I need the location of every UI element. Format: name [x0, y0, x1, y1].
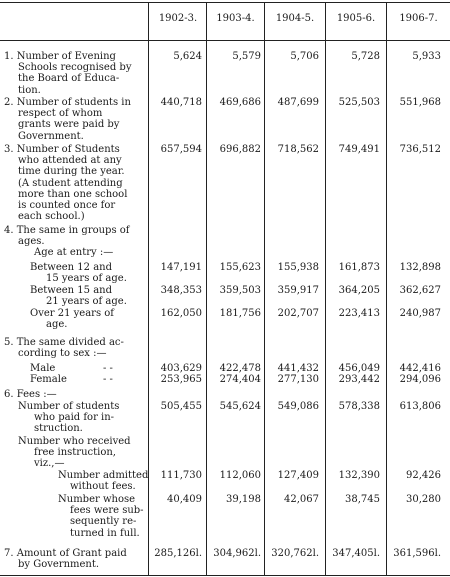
cell-value: 545,624 [219, 401, 261, 412]
row-label [4, 225, 147, 259]
cell-value: 613,806 [399, 401, 441, 412]
leader-dashes: - - [103, 363, 113, 374]
cell-value: 132,390 [338, 470, 380, 481]
row-label [4, 51, 147, 96]
cell-value: 223,413 [338, 308, 380, 319]
cell-value: 364,205 [338, 285, 380, 296]
cell-value: 5,728 [351, 51, 380, 62]
cell-value: 112,060 [219, 470, 261, 481]
label-line: tion. [18, 84, 41, 96]
column-header-year: 1905-6. [336, 13, 376, 24]
row-label [4, 548, 147, 570]
row-label [4, 401, 147, 435]
cell-value: 403,629 [160, 363, 202, 374]
cell-value: 718,562 [277, 144, 319, 155]
label-line: Male [30, 363, 56, 374]
table-bottom-rule [0, 575, 450, 576]
cell-value: 40,409 [167, 494, 202, 505]
label-line: Number of students [18, 401, 120, 412]
row-label [4, 262, 147, 284]
row-label [4, 389, 147, 400]
cell-value: 155,938 [277, 262, 319, 273]
table-top-rule [0, 2, 450, 3]
cell-value: 469,686 [219, 97, 261, 108]
label-line: more than one school [18, 188, 128, 200]
label-line: turned in full. [70, 527, 140, 539]
cell-value: 162,050 [160, 308, 202, 319]
row-label [4, 436, 147, 470]
label-line: 1. Number of Evening [4, 51, 116, 62]
label-line: 5. The same divided ac- [4, 337, 124, 348]
label-line: time during the year. [18, 166, 125, 178]
label-line: grants were paid by [18, 119, 120, 131]
label-line: Number admitted [58, 470, 149, 481]
label-line: who paid for in- [34, 412, 115, 424]
cell-value: 92,426 [406, 470, 441, 481]
cell-value: 304,962l. [213, 548, 261, 559]
cell-value: 39,198 [226, 494, 261, 505]
cell-value: 5,706 [290, 51, 319, 62]
label-line: 21 years of age. [46, 296, 127, 308]
cell-value: 147,191 [160, 262, 202, 273]
cell-value: 161,873 [338, 262, 380, 273]
cell-value: 505,455 [160, 401, 202, 412]
label-line: 3. Number of Students [4, 144, 120, 155]
label-line: Over 21 years of [30, 308, 114, 319]
label-line: Number whose [58, 494, 136, 505]
row-label [4, 308, 147, 330]
label-line: struction. [34, 423, 83, 435]
column-divider [325, 2, 326, 575]
label-line: age. [46, 319, 68, 331]
column-divider [386, 2, 387, 575]
label-line: respect of whom [18, 108, 103, 120]
label-line: Number who received [18, 436, 131, 447]
label-line: the Board of Educa- [18, 73, 120, 85]
leader-dashes: - - [103, 374, 113, 385]
label-line: Age at entry :— [34, 247, 114, 259]
cell-value: 253,965 [160, 374, 202, 385]
cell-value: 42,067 [284, 494, 319, 505]
label-line: fees were sub- [70, 505, 144, 517]
cell-value: 274,404 [219, 374, 261, 385]
cell-value: 38,745 [345, 494, 380, 505]
label-line: cording to sex :— [18, 348, 107, 360]
cell-value: 5,933 [412, 51, 441, 62]
cell-value: 285,126l. [154, 548, 202, 559]
label-line: viz.,— [34, 458, 65, 470]
cell-value: 422,478 [219, 363, 261, 374]
label-line: each school.) [18, 211, 85, 223]
cell-value: 132,898 [399, 262, 441, 273]
cell-value: 293,442 [338, 374, 380, 385]
label-line: Schools recognised by [18, 62, 132, 74]
column-header-year: 1906-7. [399, 13, 438, 24]
row-label [4, 285, 147, 307]
column-header-year: 1902-3. [158, 13, 198, 24]
cell-value: 359,503 [219, 285, 261, 296]
cell-value: 551,968 [399, 97, 441, 108]
row-label [4, 470, 147, 492]
label-line: is counted once for [18, 200, 116, 212]
cell-value: 348,353 [160, 285, 202, 296]
cell-value: 696,882 [219, 144, 261, 155]
row-label [4, 363, 147, 374]
row-label [4, 97, 147, 142]
cell-value: 202,707 [277, 308, 319, 319]
cell-value: 440,718 [160, 97, 202, 108]
cell-value: 361,596l. [393, 548, 441, 559]
label-line: 2. Number of students in [4, 97, 131, 108]
cell-value: 487,699 [277, 97, 319, 108]
label-line: Between 12 and [30, 262, 113, 273]
cell-value: 5,579 [232, 51, 261, 62]
label-line: 15 years of age. [46, 273, 127, 285]
column-header-year: 1904-5. [275, 13, 315, 24]
label-line: ages. [18, 236, 45, 248]
cell-value: 441,432 [277, 363, 319, 374]
label-line: Between 15 and [30, 285, 113, 296]
label-line: by Government. [18, 559, 100, 571]
cell-value: 442,416 [399, 363, 441, 374]
cell-value: 181,756 [219, 308, 261, 319]
cell-value: 30,280 [406, 494, 441, 505]
label-line: who attended at any [18, 155, 122, 167]
label-line: (A student attending [18, 177, 123, 189]
label-line: Government. [18, 130, 84, 142]
cell-value: 320,762l. [271, 548, 319, 559]
label-line: 4. The same in groups of [4, 225, 130, 236]
column-divider [264, 2, 265, 575]
column-header-year: 1903-4. [216, 13, 255, 24]
label-line: sequently re- [70, 516, 137, 528]
cell-value: 525,503 [338, 97, 380, 108]
cell-value: 347,405l. [332, 548, 380, 559]
row-label [4, 374, 147, 385]
label-line: Female [30, 374, 67, 385]
label-line: without fees. [70, 481, 136, 493]
cell-value: 127,409 [277, 470, 319, 481]
header-bottom-rule [0, 40, 450, 41]
cell-value: 736,512 [399, 144, 441, 155]
cell-value: 657,594 [160, 144, 202, 155]
cell-value: 578,338 [338, 401, 380, 412]
row-label [4, 494, 147, 539]
cell-value: 277,130 [277, 374, 319, 385]
cell-value: 5,624 [173, 51, 202, 62]
cell-value: 294,096 [399, 374, 441, 385]
cell-value: 549,086 [277, 401, 319, 412]
label-line: free instruction, [34, 447, 116, 459]
cell-value: 456,049 [338, 363, 380, 374]
cell-value: 240,987 [399, 308, 441, 319]
row-label [4, 144, 147, 222]
label-line: 6. Fees :— [4, 389, 57, 400]
row-label [4, 337, 147, 359]
label-line: 7. Amount of Grant paid [4, 548, 127, 559]
cell-value: 749,491 [338, 144, 380, 155]
cell-value: 155,623 [219, 262, 261, 273]
cell-value: 111,730 [160, 470, 202, 481]
cell-value: 362,627 [399, 285, 441, 296]
cell-value: 359,917 [277, 285, 319, 296]
